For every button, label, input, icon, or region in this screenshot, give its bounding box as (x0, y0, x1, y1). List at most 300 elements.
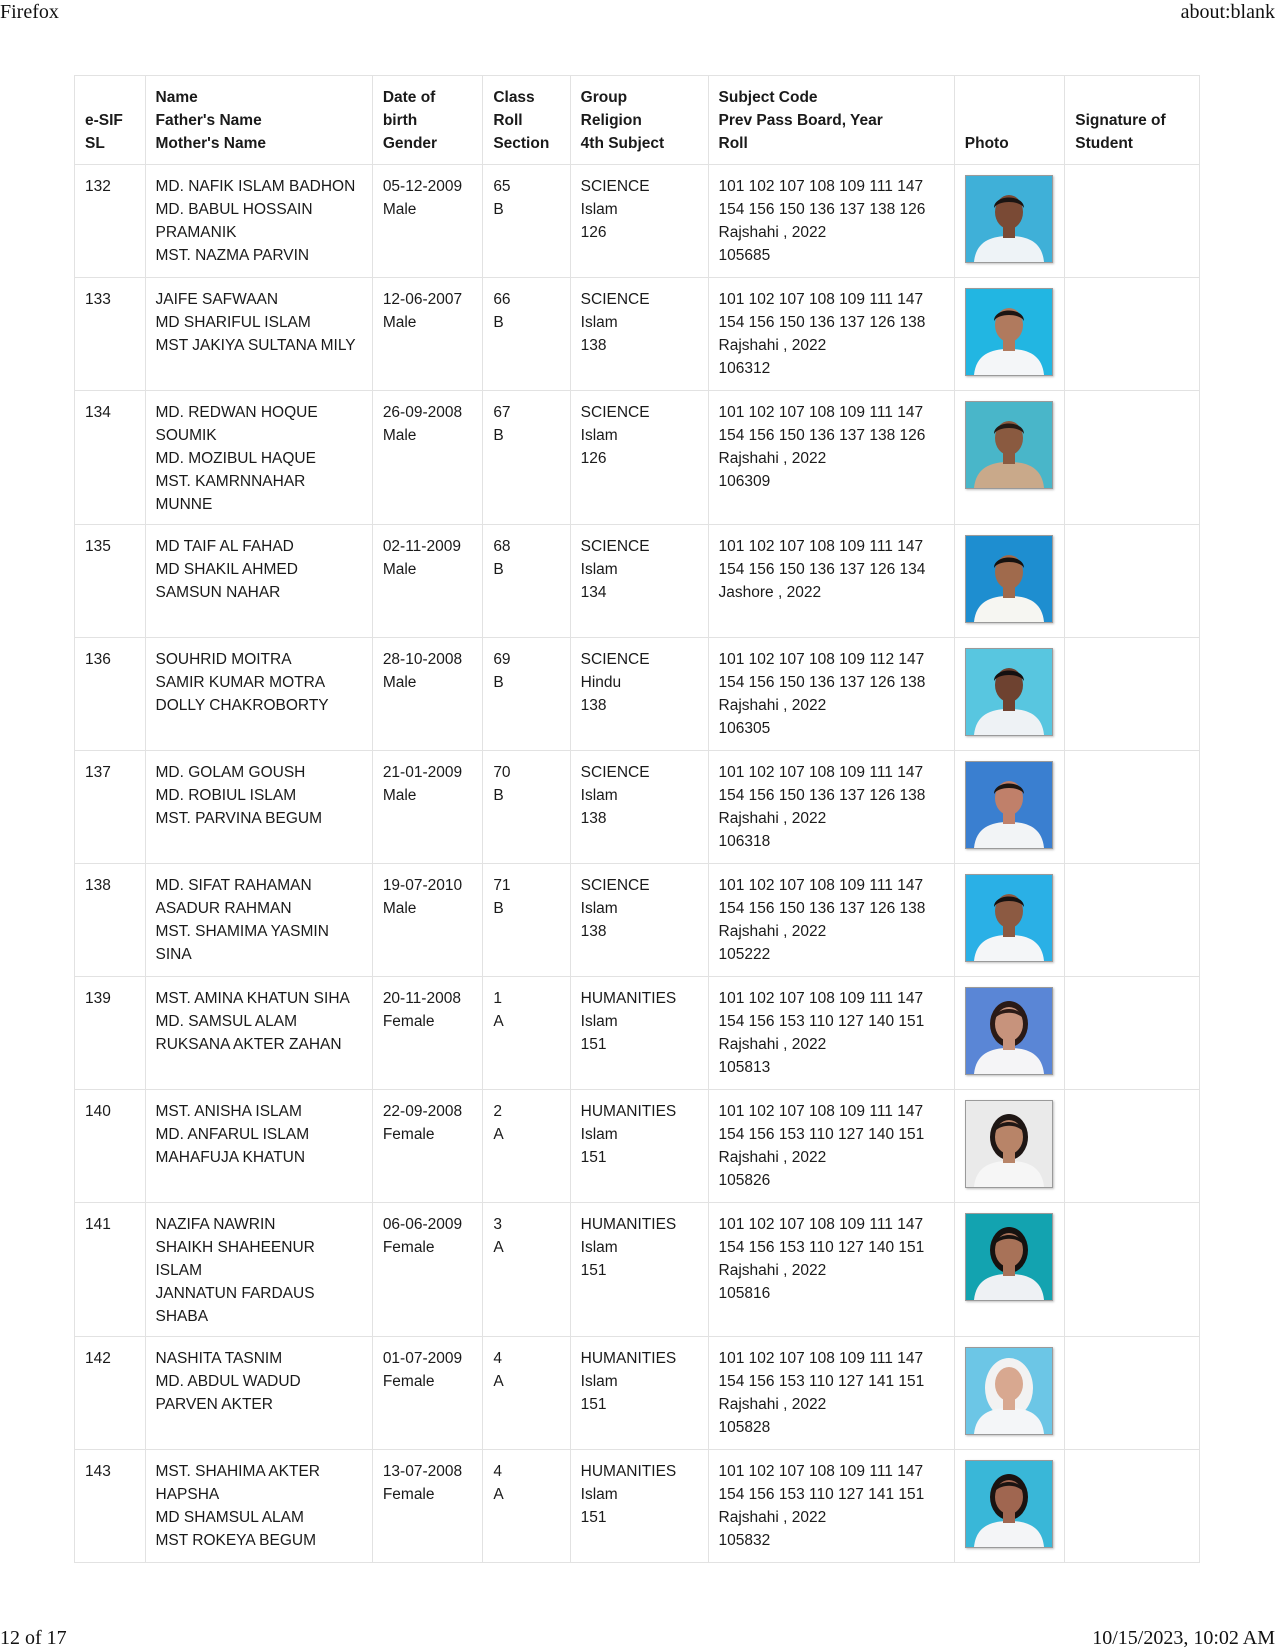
print-timestamp: 10/15/2023, 10:02 AM (1092, 1627, 1275, 1649)
student-name: MST. SHAHIMA AKTER HAPSHA (155, 1463, 321, 1503)
fourth-subject: 151 (580, 1036, 607, 1053)
cell-sl (75, 1203, 146, 1337)
prev-pass-board-year: Rajshahi , 2022 (718, 923, 827, 940)
fourth-subject: 138 (580, 337, 607, 354)
prev-roll: 106318 (718, 833, 771, 850)
cell-photo (954, 1450, 1065, 1563)
gender: Male (382, 787, 417, 804)
cell-group (570, 638, 708, 751)
fourth-subject: 151 (580, 1262, 607, 1279)
cell-signature (1065, 525, 1200, 638)
table-row (75, 1337, 1200, 1450)
section: A (493, 1373, 504, 1390)
student-photo (965, 288, 1053, 376)
cell-photo (954, 525, 1065, 638)
sl-number: 142 (85, 1350, 111, 1367)
cell-group (570, 977, 708, 1090)
subject-codes: 101 102 107 108 109 111 147 (718, 1216, 924, 1233)
prev-roll: 105816 (718, 1285, 771, 1302)
header-line: Group (580, 89, 628, 106)
cell-names (145, 638, 372, 751)
student-name: MD. REDWAN HOQUE SOUMIK (155, 404, 318, 444)
section: A (493, 1239, 504, 1256)
cell-class (483, 751, 570, 864)
class-roll: 69 (493, 651, 511, 668)
table-row (75, 1450, 1200, 1563)
cell-photo (954, 977, 1065, 1090)
date-of-birth: 06-06-2009 (382, 1216, 463, 1233)
cell-photo (954, 391, 1065, 525)
cell-names (145, 1203, 372, 1337)
sl-number: 133 (85, 291, 111, 308)
cell-subjects (708, 751, 954, 864)
cell-class (483, 977, 570, 1090)
date-of-birth: 21-01-2009 (382, 764, 463, 781)
subject-codes: 154 156 150 136 137 126 138 (718, 900, 926, 917)
date-of-birth: 02-11-2009 (382, 538, 461, 555)
class-roll: 66 (493, 291, 511, 308)
cell-names (145, 1090, 372, 1203)
cell-group (570, 864, 708, 977)
header-line: Roll (718, 135, 748, 152)
gender: Male (382, 314, 417, 331)
class-roll: 68 (493, 538, 511, 555)
subject-codes: 154 156 150 136 137 126 134 (718, 561, 926, 578)
cell-sl (75, 751, 146, 864)
father-name: MD. MOZIBUL HAQUE (155, 450, 316, 467)
group: SCIENCE (580, 877, 650, 894)
date-of-birth: 26-09-2008 (382, 404, 463, 421)
cell-group (570, 1337, 708, 1450)
sl-number: 136 (85, 651, 111, 668)
father-name: SAMIR KUMAR MOTRA (155, 674, 326, 691)
student-photo (965, 1460, 1053, 1548)
cell-class (483, 525, 570, 638)
subject-codes: 154 156 153 110 127 140 151 (718, 1013, 925, 1030)
cell-signature (1065, 751, 1200, 864)
father-name: SHAIKH SHAHEENUR ISLAM (155, 1239, 315, 1279)
mother-name: SAMSUN NAHAR (155, 584, 281, 601)
cell-class (483, 1090, 570, 1203)
gender: Female (382, 1126, 435, 1143)
religion: Islam (580, 1373, 618, 1390)
gender: Male (382, 427, 417, 444)
class-roll: 2 (493, 1103, 502, 1120)
cell-signature (1065, 278, 1200, 391)
subject-codes: 101 102 107 108 109 111 147 (718, 764, 924, 781)
mother-name: MST. PARVINA BEGUM (155, 810, 323, 827)
gender: Female (382, 1373, 435, 1390)
sl-number: 140 (85, 1103, 111, 1120)
header-line: 4th Subject (580, 135, 665, 152)
sl-number: 139 (85, 990, 111, 1007)
cell-class (483, 165, 570, 278)
student-photo (965, 761, 1053, 849)
student-name: NAZIFA NAWRIN (155, 1216, 276, 1233)
browser-url: about:blank (1180, 1, 1275, 23)
father-name: MD SHARIFUL ISLAM (155, 314, 311, 331)
cell-photo (954, 638, 1065, 751)
cell-sl (75, 864, 146, 977)
col-header-sl (75, 76, 146, 165)
prev-roll: 105685 (718, 247, 771, 264)
header-line: Mother's Name (155, 135, 266, 152)
gender: Male (382, 561, 417, 578)
section: B (493, 561, 504, 578)
prev-roll: 106305 (718, 720, 771, 737)
fourth-subject: 151 (580, 1509, 607, 1526)
group: HUMANITIES (580, 1350, 677, 1367)
browser-app-name: Firefox (0, 1, 59, 23)
table-row (75, 1203, 1200, 1337)
subject-codes: 154 156 150 136 137 138 126 (718, 201, 926, 218)
cell-group (570, 1450, 708, 1563)
subject-codes: 101 102 107 108 109 111 147 (718, 178, 924, 195)
col-header-subject (708, 76, 954, 165)
fourth-subject: 134 (580, 584, 607, 601)
cell-subjects (708, 977, 954, 1090)
cell-signature (1065, 1090, 1200, 1203)
subject-codes: 154 156 150 136 137 126 138 (718, 674, 926, 691)
class-roll: 1 (493, 990, 502, 1007)
religion: Hindu (580, 674, 622, 691)
student-roster-table (74, 75, 1200, 1563)
prev-pass-board-year: Rajshahi , 2022 (718, 1396, 827, 1413)
religion: Islam (580, 1013, 618, 1030)
fourth-subject: 138 (580, 697, 607, 714)
religion: Islam (580, 1486, 618, 1503)
gender: Female (382, 1013, 435, 1030)
col-header-class (483, 76, 570, 165)
cell-names (145, 864, 372, 977)
group: SCIENCE (580, 651, 650, 668)
prev-pass-board-year: Rajshahi , 2022 (718, 1149, 827, 1166)
prev-roll: 105813 (718, 1059, 771, 1076)
father-name: MD. ABDUL WADUD (155, 1373, 301, 1390)
table-row (75, 864, 1200, 977)
gender: Female (382, 1239, 435, 1256)
cell-group (570, 165, 708, 278)
cell-signature (1065, 1203, 1200, 1337)
cell-dob (372, 1203, 483, 1337)
mother-name: MST JAKIYA SULTANA MILY (155, 337, 356, 354)
mother-name: PARVEN AKTER (155, 1396, 273, 1413)
fourth-subject: 126 (580, 224, 607, 241)
section: B (493, 900, 504, 917)
cell-sl (75, 391, 146, 525)
student-name: SOUHRID MOITRA (155, 651, 292, 668)
subject-codes: 154 156 153 110 127 140 151 (718, 1239, 925, 1256)
cell-dob (372, 864, 483, 977)
group: HUMANITIES (580, 1216, 677, 1233)
religion: Islam (580, 1239, 618, 1256)
religion: Islam (580, 314, 618, 331)
class-roll: 71 (493, 877, 511, 894)
class-roll: 70 (493, 764, 511, 781)
header-line: birth (382, 112, 418, 129)
header-line: Father's Name (155, 112, 262, 129)
cell-names (145, 751, 372, 864)
table-row (75, 751, 1200, 864)
group: SCIENCE (580, 764, 650, 781)
cell-group (570, 1090, 708, 1203)
header-line: Signature of (1075, 112, 1166, 129)
religion: Islam (580, 201, 618, 218)
cell-class (483, 278, 570, 391)
date-of-birth: 20-11-2008 (382, 990, 461, 1007)
fourth-subject: 138 (580, 923, 607, 940)
cell-names (145, 165, 372, 278)
table-row (75, 525, 1200, 638)
fourth-subject: 151 (580, 1396, 607, 1413)
cell-subjects (708, 278, 954, 391)
subject-codes: 154 156 153 110 127 140 151 (718, 1126, 925, 1143)
section: A (493, 1486, 504, 1503)
date-of-birth: 22-09-2008 (382, 1103, 463, 1120)
religion: Islam (580, 787, 618, 804)
sl-number: 137 (85, 764, 111, 781)
group: HUMANITIES (580, 1463, 677, 1480)
cell-dob (372, 638, 483, 751)
cell-names (145, 1450, 372, 1563)
cell-subjects (708, 1090, 954, 1203)
father-name: MD SHAKIL AHMED (155, 561, 298, 578)
cell-signature (1065, 977, 1200, 1090)
class-roll: 4 (493, 1350, 502, 1367)
cell-photo (954, 1337, 1065, 1450)
section: B (493, 314, 504, 331)
header-line: Section (493, 135, 550, 152)
religion: Islam (580, 1126, 618, 1143)
student-name: MD TAIF AL FAHAD (155, 538, 294, 555)
gender: Male (382, 201, 417, 218)
student-name: MD. NAFIK ISLAM BADHON (155, 178, 356, 195)
prev-pass-board-year: Rajshahi , 2022 (718, 697, 827, 714)
cell-photo (954, 864, 1065, 977)
mother-name: DOLLY CHAKROBORTY (155, 697, 329, 714)
cell-signature (1065, 165, 1200, 278)
student-name: MST. ANISHA ISLAM (155, 1103, 302, 1120)
mother-name: JANNATUN FARDAUS SHABA (155, 1285, 315, 1325)
cell-sl (75, 638, 146, 751)
table-row (75, 638, 1200, 751)
header-line: Prev Pass Board, Year (718, 112, 883, 129)
cell-sl (75, 278, 146, 391)
student-name: MD. SIFAT RAHAMAN (155, 877, 312, 894)
class-roll: 4 (493, 1463, 502, 1480)
subject-codes: 154 156 150 136 137 126 138 (718, 314, 926, 331)
student-photo (965, 401, 1053, 489)
cell-subjects (708, 525, 954, 638)
header-line: Class (493, 89, 535, 106)
cell-group (570, 1203, 708, 1337)
gender: Male (382, 674, 417, 691)
student-name: JAIFE SAFWAAN (155, 291, 279, 308)
cell-subjects (708, 1450, 954, 1563)
cell-dob (372, 525, 483, 638)
cell-group (570, 278, 708, 391)
cell-class (483, 638, 570, 751)
group: SCIENCE (580, 178, 650, 195)
cell-subjects (708, 165, 954, 278)
student-name: MD. GOLAM GOUSH (155, 764, 306, 781)
prev-pass-board-year: Jashore , 2022 (718, 584, 822, 601)
cell-subjects (708, 638, 954, 751)
header-line: Gender (382, 135, 438, 152)
cell-photo (954, 165, 1065, 278)
date-of-birth: 01-07-2009 (382, 1350, 463, 1367)
father-name: MD. ROBIUL ISLAM (155, 787, 297, 804)
cell-subjects (708, 1337, 954, 1450)
cell-photo (954, 1203, 1065, 1337)
father-name: MD. BABUL HOSSAIN PRAMANIK (155, 201, 313, 241)
prev-roll: 105832 (718, 1532, 771, 1549)
cell-subjects (708, 1203, 954, 1337)
subject-codes: 101 102 107 108 109 111 147 (718, 990, 924, 1007)
header-line: Date of (382, 89, 436, 106)
father-name: MD SHAMSUL ALAM (155, 1509, 304, 1526)
col-header-name (145, 76, 372, 165)
sl-number: 134 (85, 404, 111, 421)
father-name: ASADUR RAHMAN (155, 900, 292, 917)
table-row (75, 977, 1200, 1090)
prev-pass-board-year: Rajshahi , 2022 (718, 810, 827, 827)
father-name: MD. ANFARUL ISLAM (155, 1126, 310, 1143)
religion: Islam (580, 561, 618, 578)
prev-roll: 106312 (718, 360, 771, 377)
cell-names (145, 525, 372, 638)
mother-name: MST. SHAMIMA YASMIN SINA (155, 923, 329, 963)
date-of-birth: 12-06-2007 (382, 291, 463, 308)
header-row (75, 76, 1200, 165)
cell-dob (372, 751, 483, 864)
date-of-birth: 28-10-2008 (382, 651, 463, 668)
student-photo (965, 874, 1053, 962)
cell-names (145, 1337, 372, 1450)
cell-photo (954, 278, 1065, 391)
religion: Islam (580, 900, 618, 917)
student-photo (965, 987, 1053, 1075)
prev-pass-board-year: Rajshahi , 2022 (718, 1036, 827, 1053)
header-line: SL (85, 135, 105, 152)
cell-subjects (708, 864, 954, 977)
subject-codes: 154 156 150 136 137 126 138 (718, 787, 926, 804)
subject-codes: 101 102 107 108 109 111 147 (718, 1103, 924, 1120)
religion: Islam (580, 427, 618, 444)
cell-sl (75, 1450, 146, 1563)
table-row (75, 278, 1200, 391)
group: SCIENCE (580, 404, 650, 421)
subject-codes: 101 102 107 108 109 111 147 (718, 877, 924, 894)
cell-dob (372, 1090, 483, 1203)
group: HUMANITIES (580, 990, 677, 1007)
prev-pass-board-year: Rajshahi , 2022 (718, 1262, 827, 1279)
prev-roll: 105826 (718, 1172, 771, 1189)
class-roll: 3 (493, 1216, 502, 1233)
cell-signature (1065, 1337, 1200, 1450)
cell-class (483, 1337, 570, 1450)
col-header-signature (1065, 76, 1200, 165)
cell-sl (75, 977, 146, 1090)
cell-signature (1065, 638, 1200, 751)
sl-number: 141 (85, 1216, 111, 1233)
col-header-group (570, 76, 708, 165)
header-line: Name (155, 89, 198, 106)
col-header-dob (372, 76, 483, 165)
subject-codes: 154 156 150 136 137 138 126 (718, 427, 926, 444)
cell-names (145, 278, 372, 391)
table-row (75, 391, 1200, 525)
subject-codes: 101 102 107 108 109 111 147 (718, 291, 924, 308)
prev-roll: 105222 (718, 946, 771, 963)
gender: Male (382, 900, 417, 917)
cell-photo (954, 751, 1065, 864)
section: A (493, 1126, 504, 1143)
mother-name: RUKSANA AKTER ZAHAN (155, 1036, 342, 1053)
section: B (493, 787, 504, 804)
cell-sl (75, 525, 146, 638)
cell-sl (75, 1090, 146, 1203)
student-photo (965, 1100, 1053, 1188)
section: B (493, 201, 504, 218)
sl-number: 135 (85, 538, 111, 555)
subject-codes: 101 102 107 108 109 111 147 (718, 1350, 924, 1367)
header-line: e-SIF (85, 112, 123, 129)
cell-group (570, 751, 708, 864)
date-of-birth: 13-07-2008 (382, 1463, 463, 1480)
cell-class (483, 391, 570, 525)
subject-codes: 101 102 107 108 109 111 147 (718, 1463, 924, 1480)
cell-sl (75, 165, 146, 278)
fourth-subject: 126 (580, 450, 607, 467)
cell-group (570, 391, 708, 525)
page-indicator: 12 of 17 (0, 1627, 67, 1649)
father-name: MD. SAMSUL ALAM (155, 1013, 298, 1030)
cell-dob (372, 977, 483, 1090)
subject-codes: 154 156 153 110 127 141 151 (718, 1373, 925, 1390)
section: A (493, 1013, 504, 1030)
mother-name: MST. KAMRNNAHAR MUNNE (155, 473, 306, 513)
fourth-subject: 151 (580, 1149, 607, 1166)
subject-codes: 101 102 107 108 109 111 147 (718, 538, 924, 555)
cell-class (483, 864, 570, 977)
subject-codes: 154 156 153 110 127 141 151 (718, 1486, 925, 1503)
fourth-subject: 138 (580, 810, 607, 827)
student-name: NASHITA TASNIM (155, 1350, 283, 1367)
prev-pass-board-year: Rajshahi , 2022 (718, 337, 827, 354)
date-of-birth: 19-07-2010 (382, 877, 463, 894)
cell-names (145, 391, 372, 525)
subject-codes: 101 102 107 108 109 111 147 (718, 404, 924, 421)
group: SCIENCE (580, 291, 650, 308)
student-photo (965, 1213, 1053, 1301)
subject-codes: 101 102 107 108 109 112 147 (718, 651, 925, 668)
student-photo (965, 1347, 1053, 1435)
prev-pass-board-year: Rajshahi , 2022 (718, 224, 827, 241)
group: HUMANITIES (580, 1103, 677, 1120)
sl-number: 132 (85, 178, 111, 195)
group: SCIENCE (580, 538, 650, 555)
header-line: Student (1075, 135, 1133, 152)
class-roll: 67 (493, 404, 511, 421)
cell-dob (372, 278, 483, 391)
table-row (75, 1090, 1200, 1203)
student-photo (965, 535, 1053, 623)
prev-pass-board-year: Rajshahi , 2022 (718, 450, 827, 467)
cell-signature (1065, 391, 1200, 525)
header-line: Subject Code (718, 89, 818, 106)
cell-names (145, 977, 372, 1090)
